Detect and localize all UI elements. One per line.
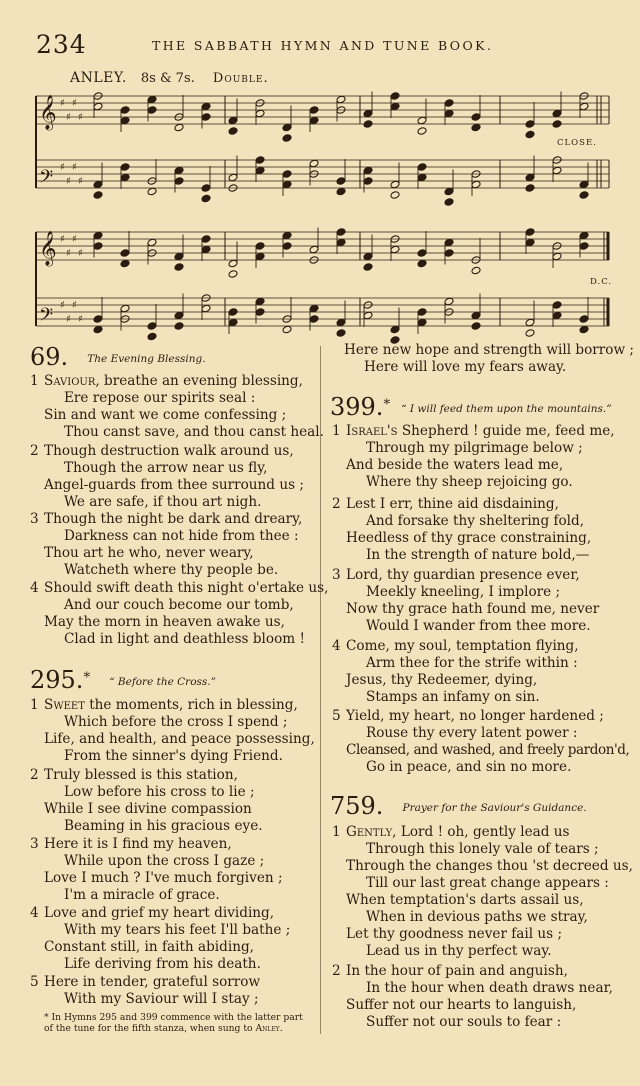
note-head <box>93 242 103 251</box>
stanza-continuation <box>344 342 634 376</box>
hymn-star: * <box>383 397 391 413</box>
note-head <box>363 120 373 129</box>
note-head <box>579 102 589 111</box>
stanza <box>30 443 304 511</box>
note-head <box>417 318 427 327</box>
note-head <box>336 95 346 104</box>
verse-line: In the hour when death draws near, <box>366 980 613 996</box>
stanza <box>30 697 315 765</box>
stanza <box>332 423 615 491</box>
verse-line: Life deriving from his death. <box>64 956 261 972</box>
note-head <box>255 156 265 165</box>
note-head <box>417 163 427 172</box>
verse-line: With my Saviour will I stay ; <box>64 991 259 1007</box>
note-head <box>147 238 157 247</box>
sharp-sign: ♯ <box>66 314 71 325</box>
stanza <box>332 708 630 776</box>
bass-clef: 𝄢 <box>39 305 54 330</box>
note-head <box>552 301 562 310</box>
verse-line: Jesus, thy Redeemer, dying, <box>346 672 538 688</box>
note-head <box>228 173 238 182</box>
note-head <box>336 318 346 327</box>
tune-kind: Double. <box>212 71 269 86</box>
verse-line: Here new hope and strength will borrow ; <box>344 342 634 358</box>
note-head <box>174 166 184 175</box>
note-head <box>336 177 346 186</box>
note-head <box>579 315 589 324</box>
verse-line: Rouse thy every latent power : <box>366 725 578 741</box>
stanza <box>332 963 613 1031</box>
note-head <box>228 116 238 125</box>
running-head: THE SABBATH HYMN AND TUNE BOOK. <box>152 38 494 53</box>
sharp-sign: ♯ <box>60 300 65 311</box>
note-head <box>390 245 400 254</box>
sharp-sign: ♯ <box>72 98 77 109</box>
note-head <box>201 304 211 313</box>
stanza-lead-word: Gently, <box>346 824 397 840</box>
hymn-star: * <box>83 670 91 686</box>
verse-line: In the strength of nature bold,— <box>366 547 590 563</box>
note-head <box>147 322 157 331</box>
note-head <box>471 266 481 275</box>
note-head <box>282 134 292 143</box>
verse-line: Go in peace, and sin no more. <box>366 759 572 775</box>
note-head <box>282 180 292 189</box>
note-head <box>471 113 481 122</box>
note-head <box>579 242 589 251</box>
verse-line: Though the night be dark and dreary, <box>44 511 303 527</box>
note-head <box>552 120 562 129</box>
note-head <box>255 308 265 317</box>
note-head <box>363 263 373 272</box>
note-head <box>363 177 373 186</box>
treble-clef: 𝄞 <box>39 95 57 130</box>
page-number: 234 <box>36 30 87 59</box>
note-head <box>363 252 373 261</box>
footnote <box>44 1012 322 1034</box>
hymn-heading <box>330 792 587 820</box>
stanza-number: 5 <box>332 708 341 724</box>
note-head <box>417 308 427 317</box>
stanza-number: 2 <box>30 443 39 459</box>
stanza-number: 4 <box>30 580 39 596</box>
verse-line: Heedless of thy grace constraining, <box>346 530 592 546</box>
verse-line: Though the arrow near us fly, <box>64 460 268 476</box>
stanza-number: 1 <box>332 423 341 439</box>
sharp-sign: ♯ <box>72 234 77 245</box>
note-head <box>579 231 589 240</box>
verse-line: Yield, my heart, no longer hardened ; <box>346 708 604 724</box>
note-head <box>93 102 103 111</box>
note-head <box>147 187 157 196</box>
note-head <box>174 123 184 132</box>
sharp-sign: ♯ <box>60 98 65 109</box>
verse-line: Angel-guards from thee surround us ; <box>44 477 304 493</box>
verse-line: Love I much ? I've much forgiven ; <box>44 870 283 886</box>
note-head <box>417 259 427 268</box>
verse-line: Would I wander from thee more. <box>366 618 591 634</box>
hymn-number: 69. <box>30 343 69 371</box>
note-head <box>201 245 211 254</box>
stanza-lead-word: Sweet <box>44 697 85 713</box>
verse-line: While I see divine compassion <box>44 801 252 817</box>
hymn-heading <box>330 393 612 421</box>
verse-line: Lest I err, thine aid disdaining, <box>346 496 559 512</box>
hymn-title: The Evening Blessing. <box>87 353 206 365</box>
note-head <box>552 311 562 320</box>
sharp-sign: ♯ <box>66 112 71 123</box>
footnote-line: * In Hymns 295 and 399 commence with the latter part <box>44 1012 303 1023</box>
note-head <box>120 173 130 182</box>
verse-line: Shepherd ! guide me, feed me, <box>401 423 615 439</box>
verse-line: Here it is I find my heaven, <box>44 836 232 852</box>
verse-line: Stamps an infamy on sin. <box>366 689 540 705</box>
verse-line: Love and grief my heart dividing, <box>44 905 275 921</box>
stanza-number: 5 <box>30 974 39 990</box>
note-head <box>282 325 292 334</box>
verse-line: Thou canst save, and thou canst heal. <box>64 424 324 440</box>
note-head <box>174 311 184 320</box>
note-head <box>390 325 400 334</box>
note-head <box>120 163 130 172</box>
verse-line: Truly blessed is this station, <box>44 767 238 783</box>
verse-line: Darkness can not hide from thee : <box>64 528 299 544</box>
note-head <box>525 173 535 182</box>
note-head <box>255 242 265 251</box>
note-head <box>444 238 454 247</box>
stanza <box>332 496 592 564</box>
stanza <box>30 580 329 648</box>
note-head <box>174 177 184 186</box>
note-head <box>552 166 562 175</box>
sharp-sign: ♯ <box>78 176 83 187</box>
stanza-number: 4 <box>332 638 341 654</box>
verse-line: Though destruction walk around us, <box>44 443 294 459</box>
note-head <box>255 166 265 175</box>
verse-line: Cleansed, and washed, and freely pardon'd, <box>346 742 630 758</box>
verse-line: Watcheth where thy people be. <box>64 562 279 578</box>
verse-line: Come, my soul, temptation flying, <box>346 638 579 654</box>
note-head <box>390 191 400 200</box>
verse-line: In the hour of pain and anguish, <box>346 963 568 979</box>
footnote-tune-ref: Anley. <box>255 1023 283 1034</box>
note-head <box>201 184 211 193</box>
verse-line: Low before his cross to lie ; <box>64 784 255 800</box>
note-head <box>174 263 184 272</box>
verse-line: When temptation's darts assail us, <box>346 892 584 908</box>
note-head <box>336 228 346 237</box>
hymn-heading <box>30 666 216 694</box>
note-head <box>282 123 292 132</box>
verse-line: Ere repose our spirits seal : <box>64 390 256 406</box>
verse-line: Through this lonely vale of tears ; <box>366 841 599 857</box>
verse-line: Till our last great change appears : <box>366 875 609 891</box>
verse-line: Suffer not our souls to fear : <box>366 1014 562 1030</box>
verse-line: From the sinner's dying Friend. <box>64 748 283 764</box>
stanza-number: 1 <box>332 824 341 840</box>
note-head <box>525 329 535 338</box>
column-rule <box>320 346 321 1034</box>
note-head <box>309 159 319 168</box>
stanza-number: 3 <box>30 511 39 527</box>
stanza-lead-word: Israel's <box>346 423 398 439</box>
note-head <box>417 127 427 136</box>
treble-clef: 𝄞 <box>39 231 57 266</box>
close-mark: CLOSE. <box>557 138 597 148</box>
note-head <box>282 242 292 251</box>
note-head <box>228 308 238 317</box>
note-head <box>228 127 238 136</box>
hymn-title: Prayer for the Saviour's Guidance. <box>402 802 587 814</box>
note-head <box>282 231 292 240</box>
sharp-sign: ♯ <box>72 300 77 311</box>
note-head <box>552 252 562 261</box>
stanza <box>30 511 303 579</box>
stanza <box>332 638 579 706</box>
verse-line: Lord ! oh, gently lead us <box>400 824 570 840</box>
stanza-number: 2 <box>332 963 341 979</box>
note-head <box>120 304 130 313</box>
note-head <box>471 322 481 331</box>
hymn-number: 295. <box>30 666 84 694</box>
sharp-sign: ♯ <box>78 112 83 123</box>
stanza <box>30 767 263 835</box>
stanza-lead-word: Saviour, <box>44 373 100 389</box>
note-head <box>93 325 103 334</box>
stanza <box>30 905 291 973</box>
verse-line: Let thy goodness never fail us ; <box>346 926 563 942</box>
note-head <box>282 170 292 179</box>
note-head <box>309 304 319 313</box>
note-head <box>93 191 103 200</box>
verse-line: And our couch become our tomb, <box>64 597 294 613</box>
note-head <box>147 95 157 104</box>
note-head <box>390 102 400 111</box>
note-head <box>525 130 535 139</box>
note-head <box>417 173 427 182</box>
note-head <box>525 318 535 327</box>
verse-line: May the morn in heaven awake us, <box>44 614 285 630</box>
note-head <box>444 99 454 108</box>
tune-name: ANLEY. <box>70 70 127 86</box>
bass-clef: 𝄢 <box>39 167 54 192</box>
verse-line: I'm a miracle of grace. <box>64 887 220 903</box>
note-head <box>174 322 184 331</box>
stanza-number: 2 <box>30 767 39 783</box>
stanza <box>332 824 633 960</box>
verse-line: Life, and health, and peace possessing, <box>44 731 315 747</box>
note-head <box>417 116 427 125</box>
note-head <box>525 228 535 237</box>
stanza-number: 3 <box>332 567 341 583</box>
note-head <box>417 249 427 258</box>
note-head <box>444 109 454 118</box>
note-head <box>444 187 454 196</box>
stanza-number: 4 <box>30 905 39 921</box>
note-head <box>444 198 454 207</box>
hymn-number: 759. <box>330 792 384 820</box>
stanza-number: 1 <box>30 697 39 713</box>
verse-line: Meekly kneeling, I implore ; <box>366 584 561 600</box>
verse-line: Lord, thy guardian presence ever, <box>346 567 580 583</box>
note-head <box>93 231 103 240</box>
note-head <box>174 252 184 261</box>
note-head <box>201 235 211 244</box>
note-head <box>228 270 238 279</box>
note-head <box>336 329 346 338</box>
tune-meter: 8s & 7s. <box>140 71 195 86</box>
verse-line: Sin and want we come confessing ; <box>44 407 287 423</box>
note-head <box>363 109 373 118</box>
note-head <box>93 315 103 324</box>
stanza-number: 3 <box>30 836 39 852</box>
hymn-heading <box>30 343 206 371</box>
note-head <box>309 245 319 254</box>
note-head <box>309 106 319 115</box>
note-head <box>309 315 319 324</box>
hymn-title: “ Before the Cross.” <box>109 676 217 688</box>
sharp-sign: ♯ <box>60 234 65 245</box>
footnote-line: of the tune for the fifth stanza, when sung to <box>44 1023 253 1034</box>
verse-line: And beside the waters lead me, <box>346 457 564 473</box>
verse-line: With my tears his feet I'll bathe ; <box>64 922 291 938</box>
note-head <box>120 116 130 125</box>
sharp-sign: ♯ <box>60 162 65 173</box>
sharp-sign: ♯ <box>78 314 83 325</box>
note-head <box>309 116 319 125</box>
stanza <box>30 974 261 1008</box>
verse-line: Lead us in thy perfect way. <box>366 943 552 959</box>
note-head <box>201 194 211 203</box>
stanza-number: 2 <box>332 496 341 512</box>
note-head <box>579 180 589 189</box>
note-head <box>444 249 454 258</box>
note-head <box>444 297 454 306</box>
note-head <box>93 180 103 189</box>
verse-line: Here in tender, grateful sorrow <box>44 974 261 990</box>
note-head <box>552 109 562 118</box>
sharp-sign: ♯ <box>66 176 71 187</box>
dc-mark: D.C. <box>590 277 613 287</box>
note-head <box>336 238 346 247</box>
note-head <box>120 249 130 258</box>
note-head <box>255 252 265 261</box>
verse-line: breathe an evening blessing, <box>104 373 303 389</box>
note-head <box>579 191 589 200</box>
note-head <box>390 180 400 189</box>
note-head <box>579 325 589 334</box>
note-head <box>255 297 265 306</box>
stanza <box>332 567 600 635</box>
note-head <box>147 332 157 341</box>
note-head <box>471 123 481 132</box>
note-head <box>363 311 373 320</box>
verse-line: Suffer not our hearts to languish, <box>346 997 577 1013</box>
music-score <box>0 0 640 346</box>
verse-line: Beaming in his gracious eye. <box>64 818 263 834</box>
note-head <box>255 109 265 118</box>
note-head <box>228 259 238 268</box>
note-head <box>120 259 130 268</box>
verse-line: While upon the cross I gaze ; <box>64 853 265 869</box>
sharp-sign: ♯ <box>72 162 77 173</box>
stanza <box>30 373 324 441</box>
verse-line: the moments, rich in blessing, <box>89 697 298 713</box>
verse-line: Through my pilgrimage below ; <box>366 440 583 456</box>
note-head <box>201 102 211 111</box>
verse-line: Where thy sheep rejoicing go. <box>366 474 573 490</box>
note-head <box>525 120 535 129</box>
verse-line: When in devious paths we stray, <box>366 909 588 925</box>
verse-line: Which before the cross I spend ; <box>64 714 288 730</box>
note-head <box>147 106 157 115</box>
note-head <box>201 113 211 122</box>
verse-line: Should swift death this night o'ertake us, <box>44 580 329 596</box>
note-head <box>471 180 481 189</box>
verse-line: Arm thee for the strife within : <box>366 655 578 671</box>
stanza <box>30 836 283 904</box>
note-head <box>525 238 535 247</box>
note-head <box>471 311 481 320</box>
note-head <box>120 106 130 115</box>
stanza-number: 1 <box>30 373 39 389</box>
verse-line: And forsake thy sheltering fold, <box>366 513 585 529</box>
verse-line: We are safe, if thou art nigh. <box>64 494 262 510</box>
note-head <box>336 187 346 196</box>
hymn-title: “ I will feed them upon the mountains.” <box>401 403 612 415</box>
verse-line: Through the changes thou 'st decreed us, <box>346 858 633 874</box>
note-head <box>228 318 238 327</box>
hymn-number: 399. <box>330 393 384 421</box>
verse-line: Thou art he who, never weary, <box>44 545 254 561</box>
note-head <box>525 184 535 193</box>
verse-line: Now thy grace hath found me, never <box>346 601 600 617</box>
note-head <box>363 166 373 175</box>
verse-line: Clad in light and deathless bloom ! <box>64 631 305 647</box>
verse-line: Here will love my fears away. <box>364 359 567 375</box>
sharp-sign: ♯ <box>66 248 71 259</box>
sharp-sign: ♯ <box>78 248 83 259</box>
note-head <box>390 92 400 101</box>
verse-line: Constant still, in faith abiding, <box>44 939 254 955</box>
